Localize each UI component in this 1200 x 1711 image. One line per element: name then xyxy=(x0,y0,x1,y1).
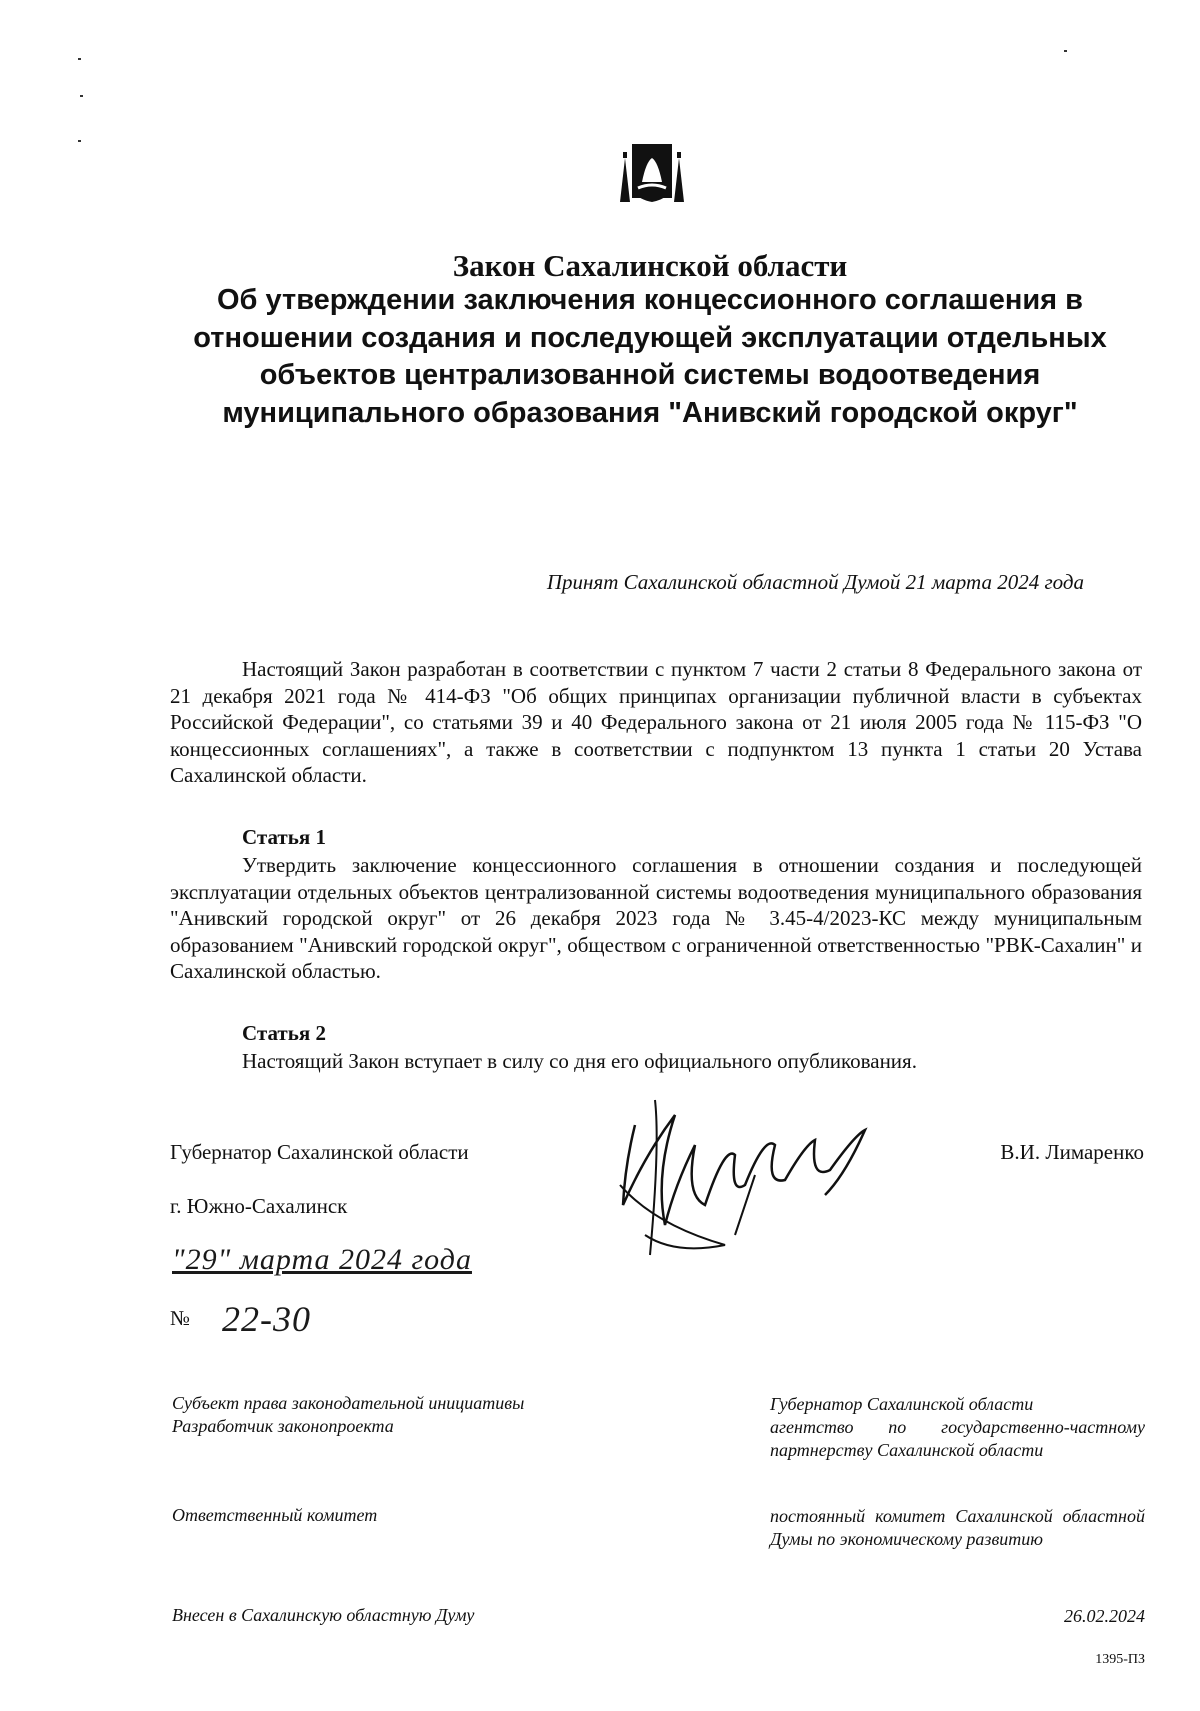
sakhalin-coat-of-arms-emblem xyxy=(612,132,692,212)
submitted-label: Внесен в Сахалинскую областную Думу xyxy=(172,1605,475,1625)
article-2-heading: Статья 2 xyxy=(242,1021,326,1045)
governor-signature xyxy=(615,1085,935,1285)
signing-date: "29" марта 2024 года xyxy=(172,1243,472,1276)
law-number-label: № xyxy=(170,1306,191,1330)
initiative-subject-label: Субъект права законодательной инициативы xyxy=(172,1393,525,1413)
developer-value: агентство по государственно-частному партнерству Сахалинской области xyxy=(770,1417,1145,1460)
developer-label: Разработчик законопроекта xyxy=(172,1416,394,1436)
responsible-committee-value: постоянный комитет Сахалинской областной Думы по экономическому развитию xyxy=(770,1506,1145,1549)
submitted-date: 26.02.2024 xyxy=(1064,1606,1145,1626)
law-subject-title: Об утверждении заключения концессионного соглашения в отношении создания и последующей эксплуатации отдельных объектов централизованной системы водоотведения муниципального образования "Анивский городской округ" xyxy=(193,284,1107,429)
governor-position: Губернатор Сахалинской области xyxy=(170,1140,469,1164)
article-2-text: Настоящий Закон вступает в силу со дня его официального опубликования. xyxy=(242,1049,917,1073)
law-number: 22-30 xyxy=(222,1299,311,1339)
city: г. Южно-Сахалинск xyxy=(170,1194,348,1218)
scan-speck xyxy=(78,140,81,142)
scan-speck xyxy=(80,95,83,97)
scan-speck xyxy=(78,58,81,60)
responsible-committee-label: Ответственный комитет xyxy=(172,1505,378,1525)
article-1-text: Утвердить заключение концессионного соглашения в отношении создания и последующей эксплуатации отдельных объектов централизованной системы водоотведения муниципального образования "Анивский городской округ" от 26 декабря 2023 года № 3.45-4/2023-КС между муниципальным образованием "Анивский городской округ", обществом с ограниченной ответственностью "РВК-Сахалин" и Сахалинской областью. xyxy=(170,853,1142,984)
initiative-subject-value: Губернатор Сахалинской области xyxy=(770,1394,1034,1414)
governor-name: В.И. Лимаренко xyxy=(1000,1140,1144,1164)
article-1-heading: Статья 1 xyxy=(242,825,326,849)
preamble-paragraph: Настоящий Закон разработан в соответствии с пунктом 7 части 2 статьи 8 Федерального закона от 21 декабря 2021 года № 414-ФЗ "Об общих принципах организации публичной власти в субъектах Российской Федерации", со статьями 39 и 40 Федерального закона от 21 июля 2005 года № 115-ФЗ "О концессионных соглашениях", а также в соответствии с подпунктом 13 пункта 1 статьи 20 Устава Сахалинской области. xyxy=(170,657,1142,788)
law-title: Закон Сахалинской области xyxy=(452,248,848,283)
adoption-note: Принят Сахалинской областной Думой 21 марта 2024 года xyxy=(546,570,1084,594)
scan-speck xyxy=(1064,50,1067,52)
document-code: 1395-ПЗ xyxy=(1095,1652,1145,1667)
